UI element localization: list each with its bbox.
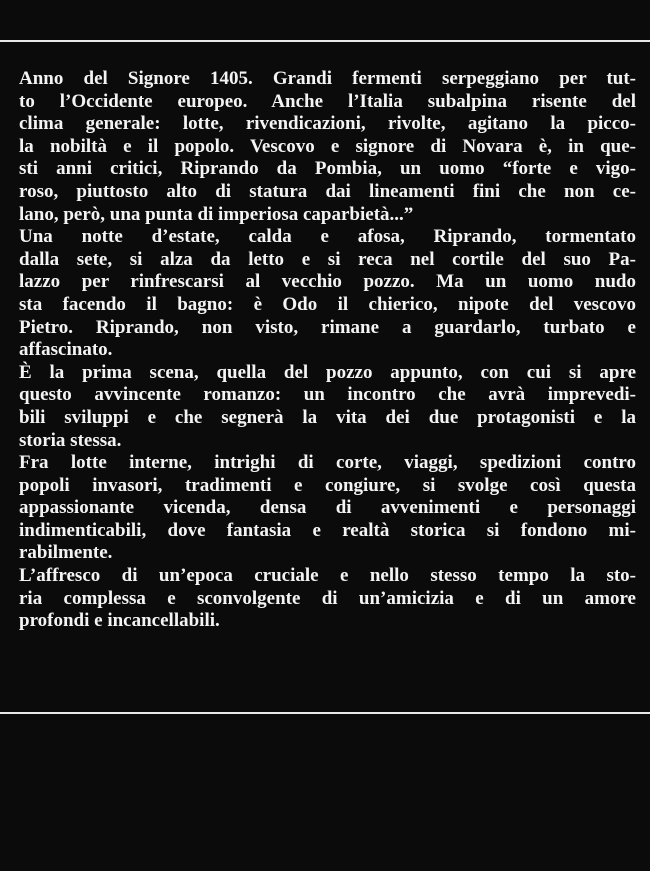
text-line: affascinato.	[19, 339, 113, 361]
text-line: appassionante vicenda, densa di avvenimenti e personaggi	[19, 497, 636, 519]
text-line: Una notte d’estate, calda e afosa, Riprando, tormentato	[19, 226, 636, 248]
text-line: la nobiltà e il popolo. Vescovo e signore di Novara è, in que-	[19, 135, 636, 157]
text-line: to l’Occidente europeo. Anche l’Italia subalpina risente del	[19, 90, 636, 112]
text-line: sta facendo il bagno: è Odo il chierico, nipote del vescovo	[19, 293, 636, 315]
text-line: dalla sete, si alza da letto e si reca nel cortile del suo Pa-	[19, 248, 636, 270]
text-line: Pietro. Riprando, non visto, rimane a guardarlo, turbato e	[19, 316, 636, 338]
text-line: popoli invasori, tradimenti e congiure, si svolge così questa	[19, 474, 636, 496]
text-line: È la prima scena, quella del pozzo appunto, con cui si apre	[19, 361, 636, 383]
text-line: questo avvincente romanzo: un incontro che avrà imprevedi-	[19, 384, 636, 406]
text-line: storia stessa.	[19, 429, 122, 451]
text-line: bili sviluppi e che segnerà la vita dei due protagonisti e la	[19, 406, 636, 428]
text-line: profondi e incancellabili.	[19, 610, 220, 632]
text-line: roso, piuttosto alto di statura dai lineamenti fini che non ce-	[19, 180, 636, 202]
text-line: L’affresco di un’epoca cruciale e nello stesso tempo la sto-	[19, 565, 636, 587]
text-line: lano, però, una punta di imperiosa caparbietà...”	[19, 203, 414, 225]
text-line: rabilmente.	[19, 542, 113, 564]
text-line: ria complessa e sconvolgente di un’amicizia e di un amore	[19, 587, 636, 609]
synopsis-text	[19, 68, 636, 633]
bottom-divider	[0, 712, 650, 714]
text-line: Fra lotte interne, intrighi di corte, viaggi, spedizioni contro	[19, 452, 636, 474]
text-line: indimenticabili, dove fantasia e realtà storica si fondono mi-	[19, 519, 636, 541]
text-line: lazzo per rinfrescarsi al vecchio pozzo. Ma un uomo nudo	[19, 271, 636, 293]
text-line: sti anni critici, Riprando da Pombia, un uomo “forte e vigo-	[19, 158, 636, 180]
top-divider	[0, 40, 650, 42]
text-line: Anno del Signore 1405. Grandi fermenti serpeggiano per tut-	[19, 68, 636, 89]
text-line: clima generale: lotte, rivendicazioni, rivolte, agitano la picco-	[19, 113, 636, 135]
